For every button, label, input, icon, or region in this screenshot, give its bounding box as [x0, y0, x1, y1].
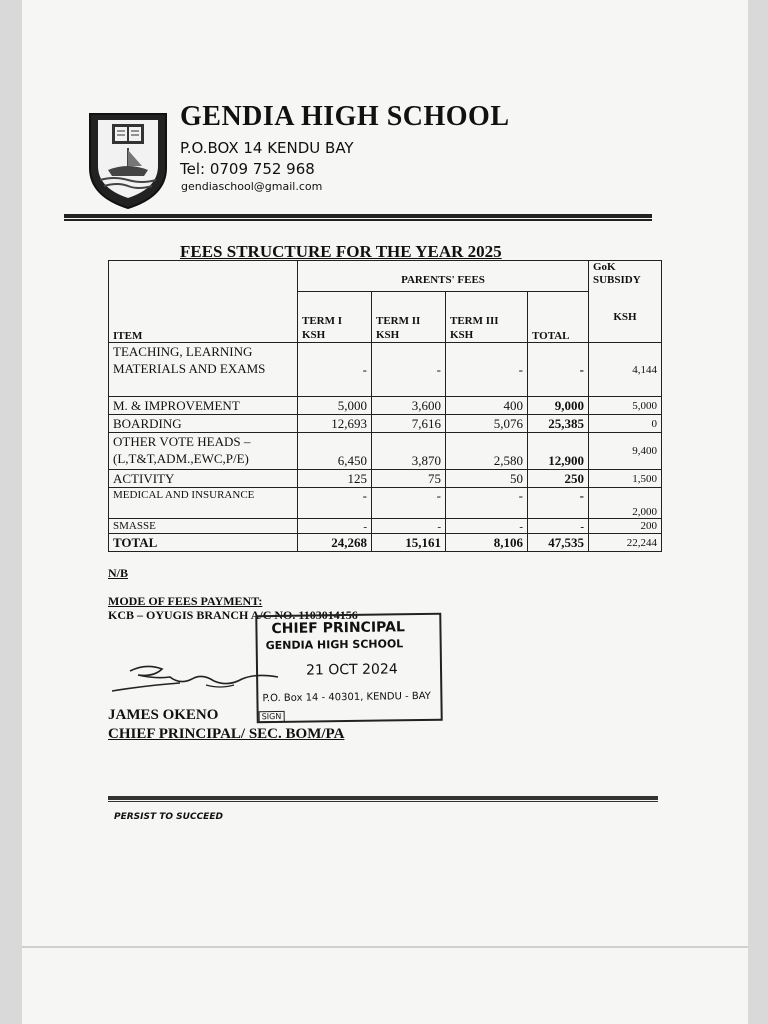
- payment-mode-label: MODE OF FEES PAYMENT:: [108, 594, 263, 608]
- school-address: P.O.BOX 14 KENDU BAY: [180, 139, 354, 157]
- row-term3: 5,076: [446, 415, 528, 433]
- school-name: GENDIA HIGH SCHOOL: [180, 101, 510, 132]
- school-crest-logo: [86, 110, 170, 210]
- row-term2: 75: [372, 470, 446, 488]
- row-gok: 2,000: [589, 488, 662, 519]
- row-item: M. & IMPROVEMENT: [109, 397, 298, 415]
- total-term3: 8,106: [446, 534, 528, 552]
- table-header-row-1: [109, 261, 662, 292]
- row-gok: 200: [589, 519, 662, 534]
- stamp-date: 21 OCT 2024: [305, 661, 398, 679]
- gok-unit-header: KSH: [589, 292, 662, 343]
- gok-subsidy-header: GoK SUBSIDY: [589, 261, 662, 292]
- bank-account-line: KCB – OYUGIS BRANCH A/C NO. 1103014156: [108, 608, 358, 622]
- signatory-name: JAMES OKENO: [108, 707, 219, 723]
- row-item: MEDICAL AND INSURANCE: [109, 488, 298, 519]
- row-item: SMASSE: [109, 519, 298, 534]
- school-email: gendiaschool@gmail.com: [181, 180, 323, 193]
- row-total: -: [528, 488, 589, 519]
- fees-table: [108, 260, 662, 552]
- term3-header: TERM III KSH: [446, 292, 528, 343]
- stamp-address: P.O. Box 14 - 40301, KENDU - BAY: [262, 690, 431, 705]
- row-term1: -: [298, 343, 372, 397]
- stamp-sign-label: SIGN: [259, 711, 285, 722]
- row-total: 25,385: [528, 415, 589, 433]
- row-gok: 5,000: [589, 397, 662, 415]
- handwritten-signature: [110, 655, 280, 700]
- term2-header: TERM II KSH: [372, 292, 446, 343]
- total-header: TOTAL: [528, 292, 589, 343]
- row-term1: -: [298, 488, 372, 519]
- row-term2: -: [372, 488, 446, 519]
- row-term2: -: [372, 519, 446, 534]
- footer-divider-thin: [108, 801, 658, 802]
- row-item: ACTIVITY: [109, 470, 298, 488]
- header-divider-thin: [64, 219, 652, 221]
- row-item: OTHER VOTE HEADS – (L,T&T,ADM.,EWC,P/E): [109, 433, 298, 470]
- row-gok: 0: [589, 415, 662, 433]
- header-divider: [64, 214, 652, 218]
- document-title: FEES STRUCTURE FOR THE YEAR 2025: [180, 242, 502, 261]
- row-term1: -: [298, 519, 372, 534]
- row-term2: -: [372, 343, 446, 397]
- row-term3: -: [446, 488, 528, 519]
- stamp-title: CHIEF PRINCIPAL: [271, 619, 405, 638]
- official-stamp: [255, 613, 442, 724]
- table-row: [109, 488, 662, 519]
- table-header-row-2: [109, 292, 662, 343]
- table-row: [109, 397, 662, 415]
- row-term3: 50: [446, 470, 528, 488]
- item-header: ITEM: [109, 292, 298, 343]
- stamp-school: GENDIA HIGH SCHOOL: [265, 637, 404, 653]
- total-row-label: TOTAL: [109, 534, 298, 552]
- total-gok: 22,244: [589, 534, 662, 552]
- table-row: [109, 470, 662, 488]
- total-term2: 15,161: [372, 534, 446, 552]
- row-gok: 9,400: [589, 433, 662, 470]
- page-edge-divider: [22, 946, 748, 948]
- row-gok: 1,500: [589, 470, 662, 488]
- row-total: 250: [528, 470, 589, 488]
- table-row: [109, 519, 662, 534]
- school-motto: PERSIST TO SUCCEED: [114, 812, 223, 822]
- term1-header: TERM I KSH: [298, 292, 372, 343]
- row-term1: 6,450: [298, 433, 372, 470]
- row-term3: 2,580: [446, 433, 528, 470]
- row-item: TEACHING, LEARNING MATERIALS AND EXAMS: [109, 343, 298, 397]
- row-term3: -: [446, 519, 528, 534]
- total-total: 47,535: [528, 534, 589, 552]
- parents-fees-header: PARENTS' FEES: [298, 261, 589, 292]
- signatory-title: CHIEF PRINCIPAL/ SEC. BOM/PA: [108, 726, 345, 742]
- row-term1: 12,693: [298, 415, 372, 433]
- table-row: [109, 433, 662, 470]
- row-total: -: [528, 519, 589, 534]
- row-total: 9,000: [528, 397, 589, 415]
- nb-note-label: N/B: [108, 566, 129, 580]
- row-total: 12,900: [528, 433, 589, 470]
- row-term3: -: [446, 343, 528, 397]
- row-total: -: [528, 343, 589, 397]
- row-term1: 125: [298, 470, 372, 488]
- table-row: [109, 415, 662, 433]
- row-term2: 3,600: [372, 397, 446, 415]
- total-term1: 24,268: [298, 534, 372, 552]
- table-total-row: [109, 534, 662, 552]
- footer-divider: [108, 796, 658, 800]
- row-item: BOARDING: [109, 415, 298, 433]
- row-term1: 5,000: [298, 397, 372, 415]
- school-telephone: Tel: 0709 752 968: [180, 160, 315, 178]
- row-gok: 4,144: [589, 343, 662, 397]
- table-row: [109, 343, 662, 397]
- row-term3: 400: [446, 397, 528, 415]
- row-term2: 3,870: [372, 433, 446, 470]
- row-term2: 7,616: [372, 415, 446, 433]
